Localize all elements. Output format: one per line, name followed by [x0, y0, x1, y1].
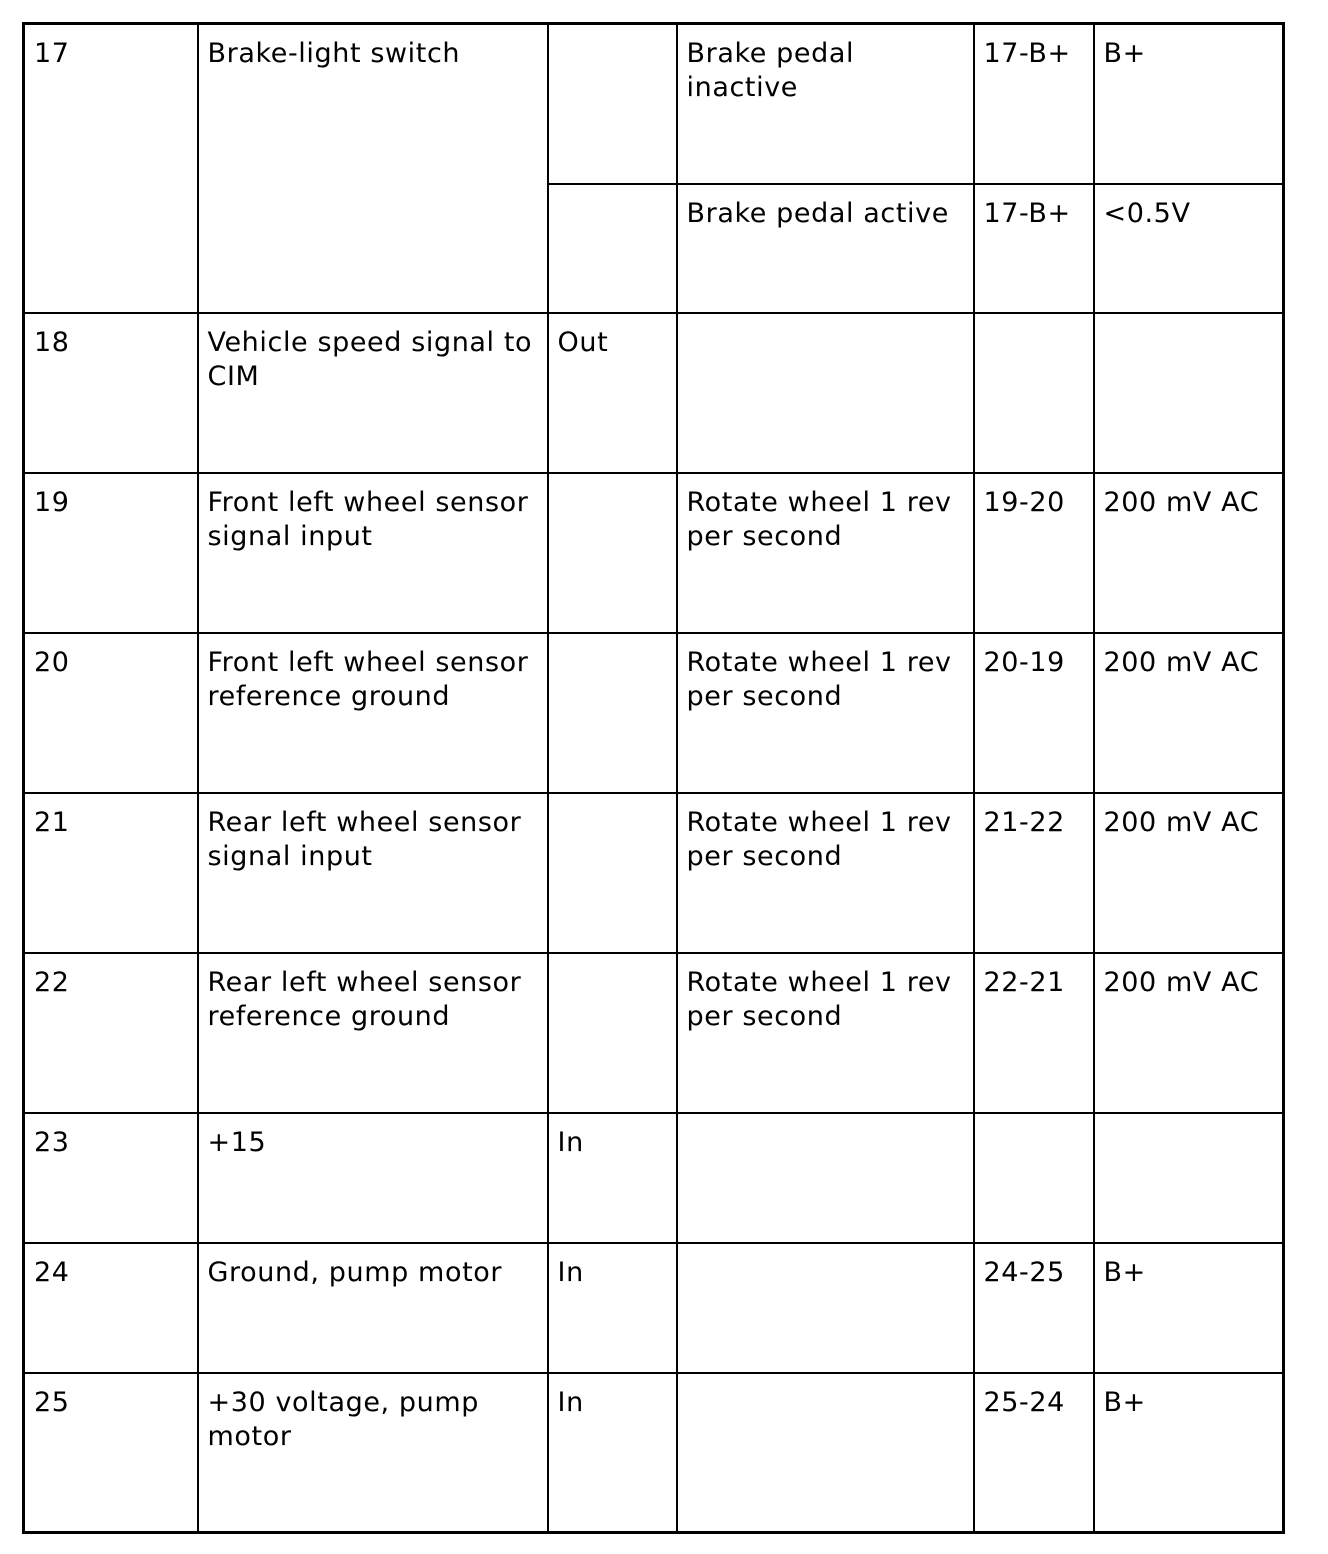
direction-cell	[548, 184, 677, 313]
expected-value-cell: B+	[1094, 1373, 1284, 1533]
pin-number-cell: 25	[24, 1373, 198, 1533]
pin-description-cell: Rear left wheel sensor signal input	[198, 793, 548, 953]
measure-between-cell: 25-24	[974, 1373, 1094, 1533]
condition-cell: Brake pedal active	[677, 184, 974, 313]
condition-cell: Rotate wheel 1 rev per second	[677, 953, 974, 1113]
pin-description-cell: +15	[198, 1113, 548, 1243]
measure-between-cell	[974, 313, 1094, 473]
measure-between-cell: 21-22	[974, 793, 1094, 953]
direction-cell	[548, 633, 677, 793]
condition-cell: Rotate wheel 1 rev per second	[677, 793, 974, 953]
pin-number-cell: 23	[24, 1113, 198, 1243]
condition-cell: Rotate wheel 1 rev per second	[677, 633, 974, 793]
direction-cell: Out	[548, 313, 677, 473]
pin-description-cell: +30 voltage, pump motor	[198, 1373, 548, 1533]
expected-value-cell: B+	[1094, 1243, 1284, 1373]
measure-between-cell: 22-21	[974, 953, 1094, 1113]
expected-value-cell: <0.5V	[1094, 184, 1284, 313]
direction-cell: In	[548, 1113, 677, 1243]
measure-between-cell: 17-B+	[974, 184, 1094, 313]
expected-value-cell: 200 mV AC	[1094, 793, 1284, 953]
condition-cell	[677, 1243, 974, 1373]
condition-cell	[677, 1113, 974, 1243]
condition-cell	[677, 313, 974, 473]
measure-between-cell: 19-20	[974, 473, 1094, 633]
measure-between-cell	[974, 1113, 1094, 1243]
table-row	[24, 473, 1284, 633]
direction-cell	[548, 953, 677, 1113]
pin-number-cell: 24	[24, 1243, 198, 1373]
expected-value-cell: 200 mV AC	[1094, 473, 1284, 633]
table-row	[24, 1113, 1284, 1243]
pin-description-cell: Front left wheel sensor signal input	[198, 473, 548, 633]
table-row	[24, 1243, 1284, 1373]
table-row	[24, 313, 1284, 473]
expected-value-cell: 200 mV AC	[1094, 633, 1284, 793]
direction-cell: In	[548, 1243, 677, 1373]
measure-between-cell: 17-B+	[974, 24, 1094, 184]
direction-cell	[548, 793, 677, 953]
table-row	[24, 793, 1284, 953]
table-row	[24, 633, 1284, 793]
direction-cell: In	[548, 1373, 677, 1533]
expected-value-cell: 200 mV AC	[1094, 953, 1284, 1113]
condition-cell	[677, 1373, 974, 1533]
pin-description-cell: Rear left wheel sensor reference ground	[198, 953, 548, 1113]
pin-description-cell: Front left wheel sensor reference ground	[198, 633, 548, 793]
table-row	[24, 953, 1284, 1113]
pin-number-cell: 22	[24, 953, 198, 1113]
pin-description-cell: Brake-light switch	[198, 24, 548, 313]
condition-cell: Rotate wheel 1 rev per second	[677, 473, 974, 633]
table-row	[24, 24, 1284, 184]
measure-between-cell: 24-25	[974, 1243, 1094, 1373]
expected-value-cell	[1094, 1113, 1284, 1243]
condition-cell: Brake pedal inactive	[677, 24, 974, 184]
pin-number-cell: 18	[24, 313, 198, 473]
pin-number-cell: 17	[24, 24, 198, 313]
direction-cell	[548, 473, 677, 633]
expected-value-cell: B+	[1094, 24, 1284, 184]
pin-description-cell: Ground, pump motor	[198, 1243, 548, 1373]
pin-number-cell: 20	[24, 633, 198, 793]
table-row	[24, 1373, 1284, 1533]
measure-between-cell: 20-19	[974, 633, 1094, 793]
expected-value-cell	[1094, 313, 1284, 473]
direction-cell	[548, 24, 677, 184]
pin-description-cell: Vehicle speed signal to CIM	[198, 313, 548, 473]
pin-table	[22, 22, 1285, 1534]
pin-number-cell: 21	[24, 793, 198, 953]
pin-number-cell: 19	[24, 473, 198, 633]
